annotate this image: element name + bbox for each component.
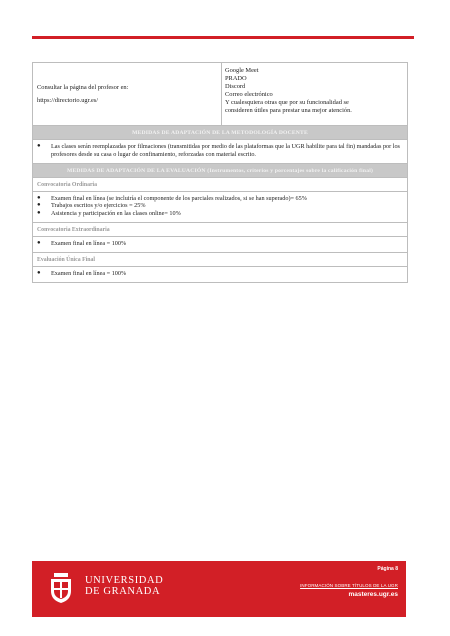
tool-item: consideren útiles para prestar una mejor atención. [225, 107, 352, 114]
methodology-header: MEDIDAS DE ADAPTACIÓN DE LA METODOLOGÍA DOCENTE [33, 125, 407, 139]
tool-item: Google Meet [225, 67, 259, 74]
extraordinaria-title: Convocatoria Extraordinaria [37, 226, 110, 233]
list-item: ● Examen final en línea (se incluiría el componente de los parciales realizados, si se han superado)= 65% [37, 194, 307, 202]
contact-info-cell [33, 63, 222, 125]
university-crest-icon [48, 571, 74, 605]
site-link[interactable]: masteres.ugr.es [348, 591, 398, 598]
list-item: ● Las clases serán reemplazadas por filmaciones (transmitidas por medio de las plataformas que la UGR habilite para tal fin) mandadas por los profesores desde su casa o lugar de confinamiento, reforzadas con material escrito. [37, 143, 400, 158]
list-item: ● Examen final en línea = 100% [37, 269, 127, 277]
unica-body [33, 266, 407, 282]
evaluation-header: MEDIDAS DE ADAPTACIÓN DE LA EVALUACIÓN (Instrumentos, criterios y porcentajes sobre la calificación final) [33, 163, 407, 177]
university-name: UNIVERSIDAD DE GRANADA [85, 575, 164, 597]
tool-item: Y cualesquiera otras que por su funcionalidad se [225, 99, 349, 106]
tool-item: Correo electrónico [225, 91, 273, 98]
list-item: ● Examen final en línea = 100% [37, 239, 127, 247]
bullet-icon: ● [37, 269, 41, 276]
contact-row [33, 63, 407, 125]
bullet-icon: ● [37, 202, 41, 209]
list-item: ● Asistencia y participación en las clases online= 10% [37, 210, 181, 218]
unica-section [33, 252, 407, 266]
unica-title: Evaluación Única Final [37, 256, 95, 263]
ordinaria-body [33, 191, 407, 222]
tool-item: PRADO [225, 75, 247, 82]
contact-instruction: Consultar la página del profesor en: [37, 84, 129, 91]
titles-info-link[interactable]: INFORMACIÓN SOBRE TÍTULOS DE LA UGR [300, 583, 398, 588]
ordinaria-title: Convocatoria Ordinaria [37, 181, 98, 188]
ordinaria-section [33, 177, 407, 191]
list-item: ● Trabajos escritos y/o ejercicios = 25% [37, 202, 146, 210]
page-number: Página 8 [377, 566, 398, 572]
bullet-icon: ● [37, 194, 41, 201]
top-red-rule [32, 36, 414, 39]
bullet-icon: ● [37, 210, 41, 217]
contact-tools-cell [222, 63, 407, 125]
directory-link[interactable]: https://directorio.ugr.es/ [37, 97, 99, 104]
extraordinaria-body [33, 236, 407, 252]
guide-table [32, 62, 408, 283]
methodology-body [33, 139, 407, 163]
bullet-icon: ● [37, 143, 41, 149]
tool-item: Discord [225, 83, 246, 90]
page-footer [32, 561, 406, 617]
extraordinaria-section [33, 222, 407, 236]
bullet-icon: ● [37, 239, 41, 246]
